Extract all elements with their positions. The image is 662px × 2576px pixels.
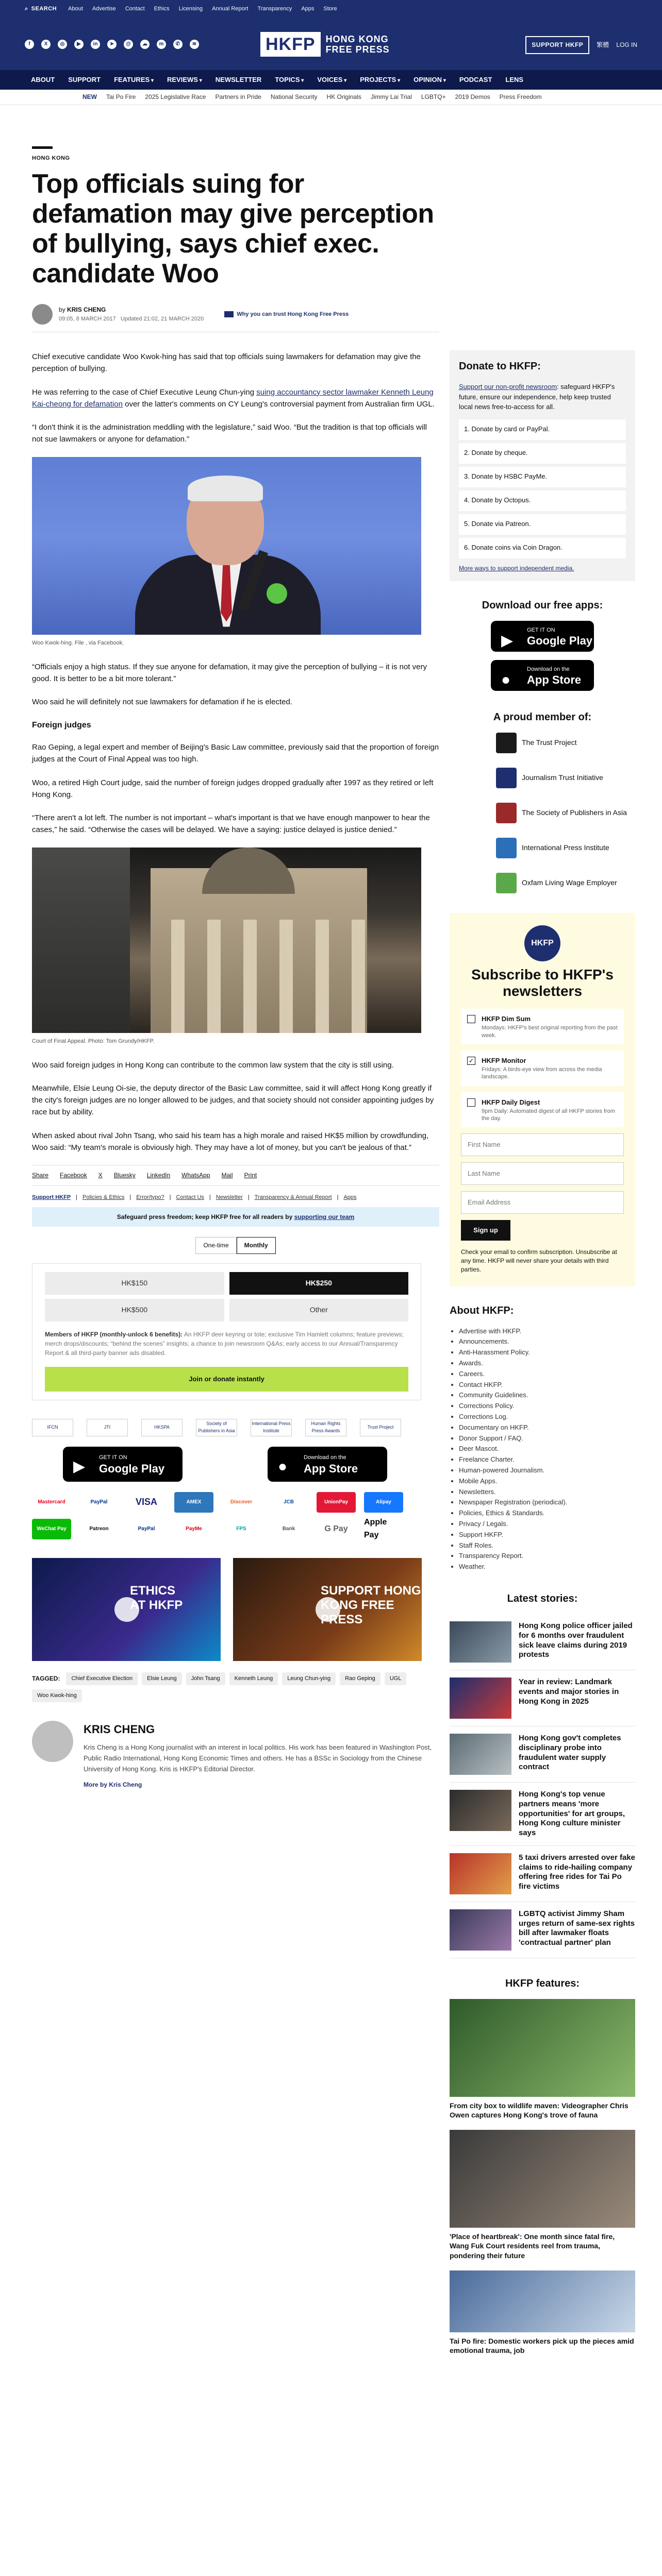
paypal-icon: PayPal [79, 1492, 119, 1513]
story-thumbnail [450, 1734, 511, 1775]
toplink-annual-report[interactable]: Annual Report [212, 6, 249, 12]
visa-icon: VISA [127, 1492, 166, 1513]
toplink-apps[interactable]: Apps [301, 6, 315, 12]
apps-title: Download our free apps: [482, 600, 603, 612]
contact-link[interactable]: Contact Us [176, 1194, 204, 1200]
latest-story[interactable]: Year in review: Landmark events and major stories in Hong Kong in 2025 [450, 1670, 635, 1726]
language-toggle[interactable]: 繁體 [597, 41, 609, 48]
nav-newsletter[interactable]: NEWSLETTER [215, 75, 262, 83]
trending-item[interactable]: Jimmy Lai Trial [370, 93, 412, 101]
google-play-badge[interactable]: ▶ GET IT ON Google Play [491, 621, 594, 652]
story-thumbnail [450, 1853, 511, 1894]
donate-option[interactable]: 3. Donate by HSBC PayMe. [459, 467, 626, 487]
alipay-icon: Alipay [364, 1492, 403, 1513]
article-subheading: Foreign judges [32, 721, 91, 730]
tag[interactable]: Kenneth Leung [229, 1672, 278, 1685]
tags-label: TAGGED: [32, 1675, 60, 1683]
woo-kwok-hing-photo [32, 457, 421, 635]
about-link[interactable]: • Corrections Policy. [459, 1401, 635, 1412]
about-link[interactable]: • Community Guidelines. [459, 1390, 635, 1401]
instagram-icon[interactable]: ◎ [58, 40, 67, 49]
donation-widget [32, 1263, 421, 1400]
category-rule [32, 146, 53, 149]
toplink-contact[interactable]: Contact [125, 6, 145, 12]
about-link[interactable]: • Documentary on HKFP. [459, 1422, 635, 1433]
apple-icon: ● [278, 1458, 288, 1476]
newsletter-link[interactable]: Newsletter [216, 1194, 243, 1200]
search-icon: ⌕ [25, 6, 28, 12]
about-link[interactable]: • Staff Roles. [459, 1540, 635, 1551]
donate-option[interactable]: 1. Donate by card or PayPal. [459, 419, 626, 440]
toplink-transparency[interactable]: Transparency [257, 6, 292, 12]
patreon-icon: Patreon [79, 1519, 119, 1539]
amount-option[interactable]: HK$500 [45, 1299, 224, 1321]
newsletter-title: Subscribe to HKFP's newsletters [471, 967, 614, 999]
last-name-field[interactable]: Last Name [461, 1162, 624, 1185]
feature-image [450, 1999, 635, 2097]
bank-icon: Bank [269, 1519, 308, 1539]
google-play-icon: ▶ [73, 1458, 86, 1476]
author-bio: Kris Cheng is a Hong Kong journalist with an interest in local politics. His work has been featured in Washington Post, Public Radio International, Hong Kong Economic Times and others. He has a BSSc in Sociology from the Chinese University of Hong Kong. Kris is HKFP's Editorial Director. [84, 1743, 432, 1773]
signup-button[interactable]: Sign up [461, 1220, 510, 1241]
about-link[interactable]: • Donor Support / FAQ. [459, 1433, 635, 1444]
share-x[interactable]: X [98, 1172, 103, 1179]
member-logo[interactable]: JTI [87, 1419, 128, 1436]
latest-story[interactable]: Hong Kong gov't completes disciplinary probe into fraudulent water supply contract [450, 1726, 635, 1783]
tag[interactable]: Elsie Leung [142, 1672, 182, 1685]
newsletter-option-daily-digest[interactable]: HKFP Daily Digest 9pm Daily: Automated digest of all HKFP stories from the day. [461, 1092, 624, 1128]
apple-pay-icon: Apple Pay [364, 1519, 403, 1539]
share-print[interactable]: Print [244, 1172, 257, 1179]
wechat-pay-icon: WeChat Pay [32, 1519, 71, 1539]
byline: by KRIS CHENG 09:05, 8 MARCH 2017 Updated 21:02, 21 MARCH 2020 Why you can trust Hong Kong Free Press [32, 304, 439, 332]
join-donate-button[interactable]: Join or donate instantly [45, 1367, 408, 1392]
story-thumbnail [450, 1790, 511, 1831]
policies-link[interactable]: Policies & Ethics [82, 1194, 125, 1200]
article-category[interactable]: HONG KONG [32, 155, 70, 161]
article-paragraph: Rao Geping, a legal expert and member of Beijing's Basic Law committee, previously said that the proportion of foreign judges at the Court of Final Appeal was too high. [32, 743, 439, 764]
member-oxfam[interactable]: Oxfam Living Wage Employer [496, 873, 635, 893]
youtube-icon[interactable]: ▶ [74, 40, 84, 49]
about-title: About HKFP: [450, 1304, 514, 1316]
twitter-icon[interactable]: X [41, 40, 51, 49]
author-link[interactable]: KRIS CHENG [67, 306, 106, 314]
mastercard-icon: Mastercard [32, 1492, 71, 1513]
sidebar-app-badges [450, 621, 635, 691]
support-video-promo[interactable]: SUPPORT HONG KONG FREE PRESS [233, 1558, 422, 1661]
feature-story[interactable]: From city box to wildlife maven: Videographer Chris Owen captures Hong Kong's trove of fauna [450, 1999, 635, 2120]
nav-about[interactable]: ABOUT [31, 75, 55, 83]
donate-option[interactable]: 4. Donate by Octopus. [459, 490, 626, 511]
member-trust-project[interactable]: The Trust Project [496, 733, 635, 753]
author-box [32, 1721, 439, 1789]
paypal-icon: PayPal [127, 1519, 166, 1539]
article-paragraph: Meanwhile, Elsie Leung Oi-sie, the deputy director of the Basic Law committee, said it will affect Hong Kong greatly if the city's foreign judges are no longer allowed to be judges, and that society should not consider appointing judges by race but by ability. [32, 1083, 434, 1117]
latest-story[interactable]: 5 taxi drivers arrested over fake claims to ride-hailing company offering free rides for Tai Po fire victims [450, 1846, 635, 1902]
email-field[interactable]: Email Address [461, 1191, 624, 1214]
member-logo[interactable]: IFCN [32, 1419, 73, 1436]
member-sopa[interactable]: The Society of Publishers in Asia [496, 803, 635, 823]
member-logo[interactable]: Trust Project [360, 1419, 401, 1436]
masthead [0, 19, 662, 70]
jcb-icon: JCB [269, 1492, 308, 1513]
more-by-author-link[interactable]: More by Kris Cheng [84, 1781, 142, 1788]
story-thumbnail [450, 1621, 511, 1663]
donate-option[interactable]: 5. Donate via Patreon. [459, 514, 626, 535]
donate-panel: Donate to HKFP: Support our non-profit newsroom: safeguard HKFP's future, ensure our independence, help keep trusted local news free-to-access for all. 1. Donate by card or PayPal. 2. Donate by cheque. 3. Donate by HSBC PayMe. 4. Donate by Octopus. 5. Donate via Patreon. 6. Donate coins via Coin Dragon. More ways to support independent media. [450, 350, 635, 581]
google-play-badge[interactable]: ▶ GET IT ON Google Play [63, 1447, 183, 1482]
nav-topics[interactable]: TOPICS ▾ [275, 75, 304, 85]
hkfp-badge: HKFP [524, 925, 560, 961]
nav-podcast[interactable]: PODCAST [459, 75, 492, 83]
about-link[interactable]: • Weather. [459, 1562, 635, 1572]
updated-date: Updated 21:02, 21 MARCH 2020 [120, 315, 204, 322]
author-avatar [32, 304, 53, 325]
member-logo[interactable]: Society of Publishers in Asia [196, 1419, 237, 1436]
search-button[interactable]: ⌕ SEARCH [25, 5, 57, 13]
article-footer-links: Support HKFP | Policies & Ethics | Error/typo? | Contact Us | Newsletter | Transparency & Annual Report | Apps [32, 1193, 439, 1202]
share-facebook[interactable]: Facebook [60, 1172, 87, 1179]
about-link[interactable]: • Newspaper Registration (periodical). [459, 1497, 635, 1508]
photo-caption: Court of Final Appeal. Photo: Tom Grundy/HKFP. [32, 1038, 155, 1044]
hkfp-logo[interactable]: HKFP HONG KONG FREE PRESS [260, 32, 390, 57]
trending-item[interactable]: 2025 Legislative Race [145, 93, 206, 101]
social-links [25, 40, 199, 49]
donation-frequency-toggle [32, 1237, 439, 1254]
apps-link[interactable]: Apps [343, 1194, 357, 1200]
donate-option[interactable]: 2. Donate by cheque. [459, 443, 626, 464]
discover-icon: Discover [222, 1492, 261, 1513]
whatsapp-icon[interactable]: ✆ [173, 40, 183, 49]
top-utility-bar [0, 0, 662, 19]
nav-reviews[interactable]: REVIEWS ▾ [167, 75, 202, 85]
supporting-team-link[interactable]: supporting our team [294, 1213, 355, 1221]
checkbox-checked-icon[interactable]: ✓ [467, 1057, 475, 1065]
nav-voices[interactable]: VOICES ▾ [317, 75, 346, 85]
about-link[interactable]: • Advertise with HKFP. [459, 1326, 635, 1337]
share-whatsapp[interactable]: WhatsApp [181, 1172, 210, 1179]
member-logo[interactable]: International Press Institute [251, 1419, 292, 1436]
feature-story[interactable]: Tai Po fire: Domestic workers pick up the pieces amid emotional trauma, job [450, 2270, 635, 2355]
story-thumbnail [450, 1909, 511, 1951]
member-logos-row [32, 1419, 439, 1436]
ethics-video-promo[interactable]: ETHICS AT HKFP [32, 1558, 221, 1661]
trending-item[interactable]: HK Originals [326, 93, 361, 101]
trending-item[interactable]: Press Freedom [499, 93, 542, 101]
app-store-badge[interactable]: ● Download on the App Store [491, 660, 594, 691]
nav-projects[interactable]: PROJECTS ▾ [360, 75, 400, 85]
feature-image [450, 2130, 635, 2228]
newsletter-option-monitor[interactable]: ✓ HKFP Monitor Fridays: A birds-eye view from across the media landscape. [461, 1050, 624, 1086]
court-of-final-appeal-photo [32, 848, 421, 1033]
about-link[interactable]: • Awards. [459, 1358, 635, 1369]
article-paragraph: “Officials enjoy a high status. If they sue anyone for defamation, it may give the perception of bullying – it is not very good. It is better to be a bit more tolerant.” [32, 662, 427, 683]
trending-item[interactable]: LGBTQ+ [421, 93, 446, 101]
donate-title: Donate to HKFP: [459, 361, 541, 372]
tag[interactable]: Chief Executive Election [66, 1672, 138, 1685]
share-linkedin[interactable]: LinkedIn [146, 1172, 171, 1179]
newsletter-option-dim-sum[interactable]: HKFP Dim Sum Mondays: HKFP's best original reporting from the past week. [461, 1009, 624, 1044]
amount-option[interactable]: HK$150 [45, 1272, 224, 1295]
article-tags [32, 1672, 439, 1702]
trust-link[interactable]: Why you can trust Hong Kong Free Press [224, 310, 349, 319]
app-store-badge[interactable]: ● Download on the App Store [268, 1447, 387, 1482]
support-newsroom-link[interactable]: Support our non-profit newsroom [459, 383, 557, 391]
article-paragraph: Woo said he will definitely not sue lawmakers for defamation if he is elected. [32, 698, 292, 707]
google-pay-icon: G Pay [317, 1519, 356, 1539]
checkbox-icon[interactable] [467, 1098, 475, 1107]
donate-option[interactable]: 6. Donate coins via Coin Dragon. [459, 538, 626, 558]
amount-option-selected[interactable]: HK$250 [229, 1272, 409, 1295]
about-link[interactable]: • Deer Mascot. [459, 1444, 635, 1454]
bluesky-icon[interactable]: ☁ [140, 40, 150, 49]
tag[interactable]: Rao Geping [340, 1672, 380, 1685]
first-name-field[interactable]: First Name [461, 1133, 624, 1156]
about-link[interactable]: • Mobile Apps. [459, 1476, 635, 1487]
amex-icon: AMEX [174, 1492, 213, 1513]
support-hkfp-button[interactable]: SUPPORT HKFP [525, 36, 589, 54]
trending-item[interactable]: 2019 Demos [455, 93, 490, 101]
photo-caption: Woo Kwok-hing. File , via Facebook. [32, 639, 124, 646]
article-title: Top officials suing for defamation may give perception of bullying, says chief exec. candidate Woo [32, 169, 434, 289]
nav-opinion[interactable]: OPINION ▾ [413, 75, 446, 85]
newsletter-signup [450, 913, 635, 1286]
article-paragraph: Chief executive candidate Woo Kwok-hing has said that top officials suing lawmakers for defamation may give the perception of bullying. [32, 352, 421, 374]
about-link[interactable]: • Careers. [459, 1369, 635, 1380]
google-play-icon: ▶ [501, 632, 514, 650]
member-logo[interactable]: Human Rights Press Awards [305, 1419, 346, 1436]
main-nav [0, 70, 662, 90]
trending-nav [0, 90, 662, 105]
tag[interactable]: John Tsang [186, 1672, 225, 1685]
mastodon-icon[interactable]: m [157, 40, 166, 49]
linkedin-icon[interactable]: in [91, 40, 100, 49]
share-bar [32, 1165, 439, 1186]
newsletter-note: Check your email to confirm subscription. Unsubscribe at any time. HKFP will never share your details with third parties. [461, 1248, 617, 1273]
article-paragraph: When asked about rival John Tsang, who said his team has a high morale and raised HK$5 million by crowdfunding, Woo said: “My team's morale is obviously high. They may have a lot of money, but you can't be jealous of that.” [32, 1131, 429, 1152]
defamation-case-link[interactable]: suing accountancy sector lawmaker Kenneth Leung Kai-cheong for defamation [32, 387, 434, 409]
toplink-about[interactable]: About [68, 6, 83, 12]
share-bluesky[interactable]: Bluesky [113, 1172, 136, 1179]
toplink-advertise[interactable]: Advertise [92, 6, 116, 12]
share-label: Share [32, 1172, 49, 1179]
tag[interactable]: Woo Kwok-hing [32, 1689, 82, 1702]
tag[interactable]: UGL [385, 1672, 407, 1685]
payme-icon: PayMe [174, 1519, 213, 1539]
freq-monthly[interactable]: Monthly [237, 1237, 276, 1254]
more-ways-link[interactable]: More ways to support independent media. [459, 564, 574, 572]
apple-icon: ● [501, 671, 511, 689]
toplink-store[interactable]: Store [323, 6, 337, 12]
feature-image [450, 2270, 635, 2332]
trending-item[interactable]: Partners in Pride [215, 93, 261, 101]
share-mail[interactable]: Mail [221, 1172, 233, 1179]
sidebar [450, 350, 635, 2365]
article-paragraph: “I don't think it is the administration meddling with the legislature,” said Woo. “But the tradition is that top officials will not sue lawmakers or anyone for defamation.” [32, 423, 427, 444]
member-title: A proud member of: [493, 711, 592, 723]
error-typo-link[interactable]: Error/typo? [136, 1194, 164, 1200]
about-links [450, 1326, 635, 1572]
nav-features[interactable]: FEATURES ▾ [114, 75, 154, 85]
telegram-icon[interactable]: ➤ [107, 40, 117, 49]
promo-videos [32, 1558, 439, 1661]
about-link[interactable]: • Support HKFP. [459, 1530, 635, 1540]
nav-lens[interactable]: LENS [505, 75, 524, 83]
checkbox-icon[interactable] [467, 1015, 475, 1023]
transparency-link[interactable]: Transparency & Annual Report [254, 1194, 332, 1200]
amount-option-other[interactable]: Other [229, 1299, 409, 1321]
toplink-licensing[interactable]: Licensing [178, 6, 203, 12]
unionpay-icon: UnionPay [317, 1492, 356, 1513]
about-link[interactable]: • Contact HKFP. [459, 1380, 635, 1391]
trending-new-label: NEW [82, 93, 97, 101]
about-link[interactable]: • Human-powered Journalism. [459, 1465, 635, 1476]
press-freedom-banner: Safeguard press freedom; keep HKFP free for all readers by supporting our team [32, 1207, 439, 1227]
member-organisations [450, 733, 635, 893]
article [32, 146, 439, 1789]
support-hkfp-link[interactable]: Support HKFP [32, 1194, 71, 1200]
latest-story[interactable]: Hong Kong's top venue partners means 'more opportunities' for art groups, Hong Kong culture minister says [450, 1783, 635, 1846]
member-jti[interactable]: Journalism Trust Initiative [496, 768, 635, 788]
threads-icon[interactable]: @ [124, 40, 133, 49]
about-link[interactable]: • Freelance Charter. [459, 1454, 635, 1465]
published-date: 09:05, 8 MARCH 2017 [59, 315, 116, 322]
rss-icon[interactable]: ≋ [190, 40, 199, 49]
latest-story[interactable]: LGBTQ activist Jimmy Sham urges return of same-sex rights bill after lawmaker floats 'contractual partner' plan [450, 1902, 635, 1958]
about-link[interactable]: • Newsletters. [459, 1487, 635, 1498]
app-download-row [32, 1447, 439, 1482]
fps-icon: FPS [222, 1519, 261, 1539]
trending-item[interactable]: Tai Po Fire [106, 93, 136, 101]
about-link[interactable]: • Privacy / Legals. [459, 1519, 635, 1530]
features-title: HKFP features: [505, 1977, 580, 1989]
about-link[interactable]: • Transparency Report. [459, 1551, 635, 1562]
about-link[interactable]: • Anti-Harassment Policy. [459, 1347, 635, 1358]
member-logo[interactable]: HKSPA [141, 1419, 183, 1436]
article-paragraph: Woo said foreign judges in Hong Kong can contribute to the common law system that the city is still using. [32, 1060, 394, 1070]
freq-one-time[interactable]: One-time [195, 1237, 236, 1254]
member-ipi[interactable]: International Press Institute [496, 838, 635, 858]
nav-support[interactable]: SUPPORT [68, 75, 101, 83]
facebook-icon[interactable]: f [25, 40, 34, 49]
member-benefits: Members of HKFP (monthly-unlock 6 benefits): An HKFP deer keyring or tote; exclusive Tim Hamlett columns; feature previews; merch drops/discounts; “behind the scenes” insights; a chance to join newsroom Q&As; early access to our Annual/Transparency Report & all third-party banner ads disabled. [45, 1331, 404, 1357]
login-link[interactable]: LOG IN [616, 41, 637, 48]
trust-icon [224, 311, 234, 317]
about-link[interactable]: • Announcements. [459, 1336, 635, 1347]
toplink-ethics[interactable]: Ethics [154, 6, 170, 12]
latest-story[interactable]: Hong Kong police officer jailed for 6 months over fraudulent sick leave claims during 2019 protests [450, 1614, 635, 1670]
latest-title: Latest stories: [507, 1593, 578, 1605]
payment-methods [32, 1492, 439, 1539]
author-name[interactable]: KRIS CHENG [84, 1723, 155, 1736]
author-photo [32, 1721, 73, 1762]
article-paragraph: “There aren't a lot left. The number is not important – what's important is that we have enough manpower to hear the cases,” he said. “Otherwise the cases will be delayed. We have a saying: justice delayed is justice denied.” [32, 814, 430, 835]
trending-item[interactable]: National Security [270, 93, 318, 101]
article-paragraph: Woo, a retired High Court judge, said the number of foreign judges dropped gradually after 1997 as they retired or left Hong Kong. [32, 778, 434, 799]
about-link[interactable]: • Policies, Ethics & Standards. [459, 1508, 635, 1519]
tag[interactable]: Leung Chun-ying [282, 1672, 336, 1685]
article-paragraph: He was referring to the case of Chief Executive Leung Chun-ying suing accountancy sector lawmaker Kenneth Leung Kai-cheong for defamation over the latter's comments on CY Leung's controversial payment from Australian firm UGL. [32, 387, 435, 409]
about-link[interactable]: • Corrections Log. [459, 1412, 635, 1422]
feature-story[interactable]: 'Place of heartbreak': One month since fatal fire, Wang Fuk Court residents reel from trauma, pondering their future [450, 2130, 635, 2260]
story-thumbnail [450, 1677, 511, 1719]
latest-stories [450, 1614, 635, 1958]
